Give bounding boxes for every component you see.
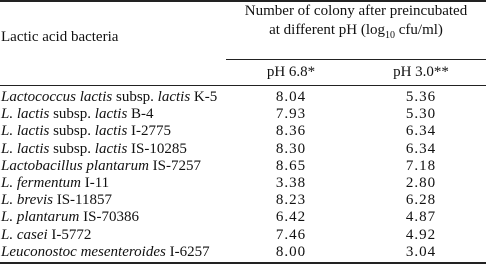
value-ph68: 7.46	[275, 226, 307, 243]
bacteria-subspecies: lactis	[94, 123, 128, 140]
value-ph68: 3.38	[275, 174, 307, 191]
strain-id: IS-10285	[127, 140, 187, 157]
strain-id: I-11	[81, 174, 110, 191]
value-ph68: 8.65	[275, 157, 307, 174]
value-ph68: 6.42	[275, 209, 307, 226]
bacteria-name	[1, 227, 91, 244]
value-ph68: 8.23	[275, 192, 307, 209]
strain-id: IS-7257	[148, 157, 202, 174]
header-rule	[0, 85, 486, 86]
bacteria-genus: Lactococcus lactis	[1, 89, 113, 105]
group-header-line2	[226, 21, 486, 45]
bacteria-genus: L. casei	[1, 226, 48, 243]
bacteria-subspecies: lactis	[157, 89, 191, 105]
value-ph68: 8.04	[275, 89, 307, 105]
value-ph30: 2.80	[405, 174, 437, 191]
value-ph30: 5.36	[405, 89, 437, 105]
group-header	[226, 2, 486, 45]
bacteria-name	[1, 244, 210, 261]
table-row	[0, 209, 486, 226]
bacteria-subspecies: lactis	[94, 140, 128, 157]
row-header: Lactic acid bacteria	[1, 29, 119, 45]
log-base-subscript: 10	[385, 30, 396, 41]
strain-id: I-5772	[47, 226, 92, 243]
bacteria-genus: L. lactis	[1, 123, 50, 140]
group-header-line2-suffix: cfu/ml)	[395, 22, 443, 38]
bacteria-genus: L. fermentum	[1, 174, 81, 191]
value-ph68: 8.00	[275, 243, 307, 260]
group-header-line2-prefix: at different pH (log	[269, 22, 386, 38]
bacteria-name	[1, 158, 201, 175]
table-row	[0, 192, 486, 209]
bacteria-name	[1, 89, 217, 106]
value-ph68: 8.36	[275, 123, 307, 140]
bacteria-name	[1, 209, 139, 226]
value-ph30: 6.34	[405, 123, 437, 140]
subspecies-marker: subsp.	[49, 140, 95, 157]
bacteria-name	[1, 106, 154, 123]
strain-id: B-4	[127, 106, 154, 123]
column-header-ph68: pH 6.8*	[266, 64, 316, 80]
table-row	[0, 89, 486, 106]
table-row	[0, 141, 486, 158]
subspecies-marker: subsp.	[49, 123, 95, 140]
bacteria-genus: L. lactis	[1, 106, 50, 123]
value-ph30: 6.28	[405, 192, 437, 209]
bacteria-name	[1, 123, 171, 140]
bacteria-name	[1, 192, 112, 209]
group-rule	[226, 59, 486, 60]
bacteria-genus: L. plantarum	[1, 209, 80, 226]
bacteria-name	[1, 141, 187, 158]
table-row	[0, 123, 486, 140]
strain-id: I-6257	[165, 243, 210, 260]
subspecies-marker: subsp.	[112, 89, 158, 105]
bacteria-name	[1, 175, 109, 192]
table-row	[0, 227, 486, 244]
value-ph30: 7.18	[405, 157, 437, 174]
bacteria-genus: Lactobacillus plantarum	[1, 157, 149, 174]
value-ph30: 6.34	[405, 140, 437, 157]
value-ph30: 4.92	[405, 226, 437, 243]
value-ph30: 5.30	[405, 106, 437, 123]
table-row	[0, 175, 486, 192]
subspecies-marker: subsp.	[49, 106, 95, 123]
bacteria-genus: L. lactis	[1, 140, 50, 157]
value-ph30: 3.04	[405, 243, 437, 260]
bacteria-genus: L. brevis	[1, 192, 53, 209]
bottom-rule	[0, 262, 486, 264]
bacteria-genus: Leuconostoc mesenteroides	[1, 243, 166, 260]
table-body	[0, 89, 486, 261]
group-header-line1: Number of colony after preincubated	[244, 3, 468, 19]
strain-id: K-5	[190, 89, 218, 105]
strain-id: IS-11857	[52, 192, 112, 209]
strain-id: IS-70386	[79, 209, 139, 226]
value-ph68: 8.30	[275, 140, 307, 157]
bacteria-subspecies: lactis	[94, 106, 128, 123]
table-row	[0, 106, 486, 123]
column-header-ph30: pH 3.0**	[393, 64, 449, 80]
table-row	[0, 158, 486, 175]
value-ph30: 4.87	[405, 209, 437, 226]
value-ph68: 7.93	[275, 106, 307, 123]
table-row	[0, 244, 486, 261]
strain-id: I-2775	[127, 123, 172, 140]
